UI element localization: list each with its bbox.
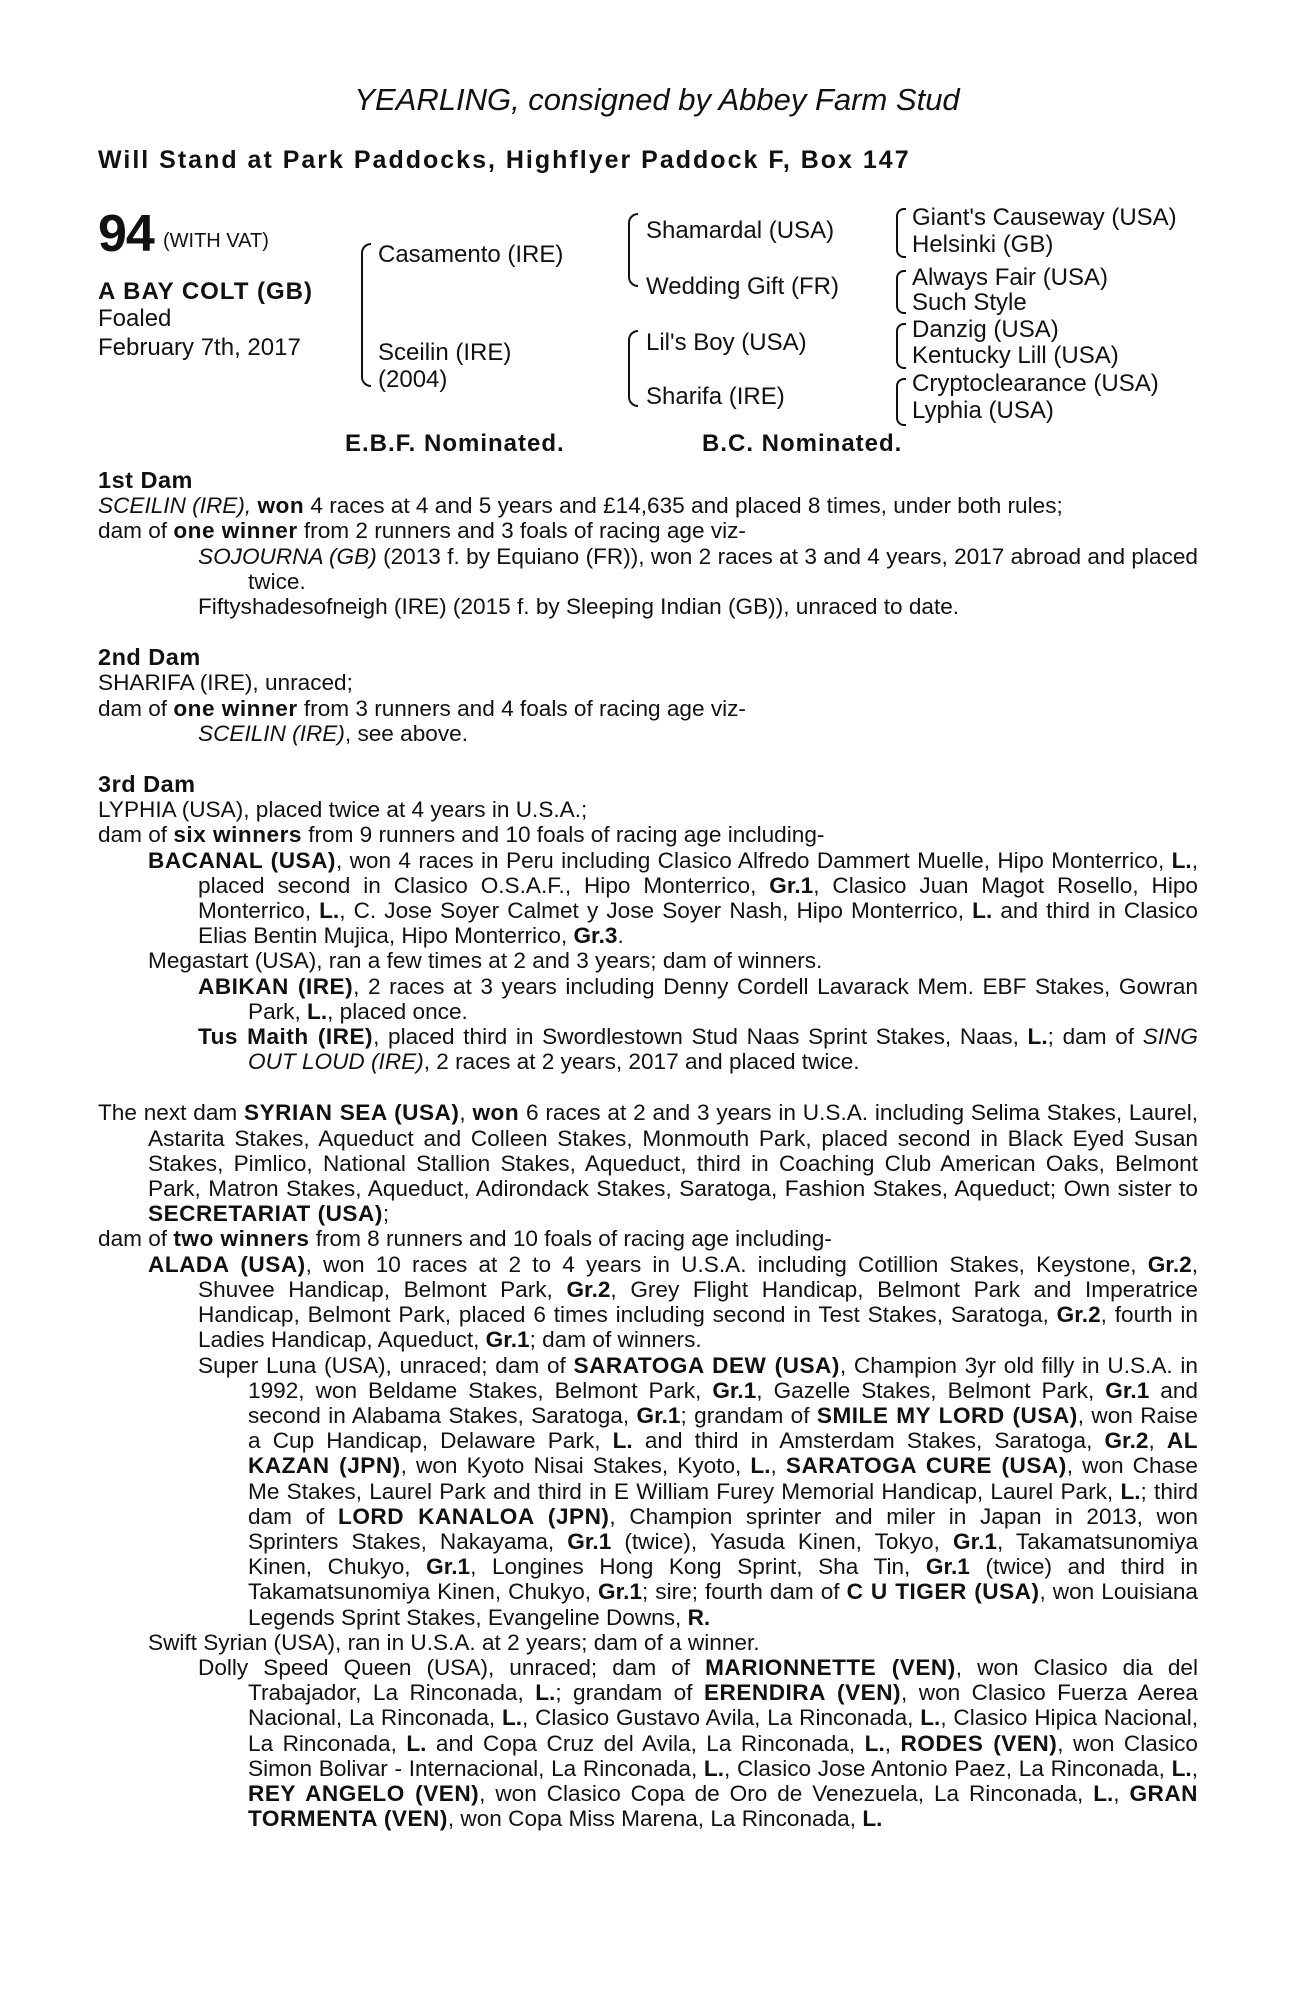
text: , won Clasico dia del Trabajador, La Rinconada, [248,1654,1198,1706]
text: , won Copa Miss Marena, La Rinconada, [447,1806,863,1832]
horse-name: ALADA (USA) [148,1251,306,1277]
race-grade: Gr.1 [953,1528,997,1554]
gen3-3: Always Fair (USA) [912,264,1109,291]
text: . [617,923,624,949]
text: and second in Alabama Stakes, Saratoga, [248,1377,1198,1428]
text: , [1191,1755,1198,1781]
produce-entry [98,974,1198,1024]
dam: Sceilin (IRE) [378,339,512,366]
text: and third in Amsterdam Stakes, Saratoga, [632,1428,1105,1454]
lot-title: A BAY COLT (GB) [98,278,314,305]
text: ; dam of [1047,1024,1143,1050]
produce-entry [98,1655,1198,1831]
third-dam-record: LYPHIA (USA), placed twice at 4 years in U.S.A.; [98,797,588,823]
race-grade: Gr.2 [566,1276,611,1302]
horse-name: REY ANGELO (VEN) [248,1780,480,1806]
pedigree-brace [896,323,906,369]
gen3-4: Such Style [912,289,1027,316]
text: , won 4 races in Peru including Clasico Alfredo Dammert Muelle, Hipo Monterrico, [335,847,1172,873]
text: ; [382,1201,390,1227]
sire-dam: Wedding Gift (FR) [646,273,839,300]
race-grade: L. [535,1680,556,1706]
next-dam-produce-summary [98,1226,1198,1251]
horse-name: SOJOURNA (GB) [198,543,377,569]
ebf-nominated: E.B.F. Nominated. [345,430,565,457]
text: (twice) and third in Takamatsunomiya Kinen, Chukyo, [248,1554,1198,1605]
text: , Gazelle Stakes, Belmont Park, [756,1377,1106,1403]
text: , won Kyoto Nisai Stakes, Kyoto, [400,1453,751,1479]
race-grade: L. [1171,847,1192,873]
race-grade: L. [1093,1780,1114,1806]
race-grade: Gr.1 [769,872,814,898]
record-text: 4 races at 4 and 5 years and £14,635 and placed 8 times, under both rules; [304,493,1063,519]
text: (2013 f. by Equiano (FR)), won 2 races at 3 and 4 years, 2017 abroad and placed twice. [248,543,1198,594]
produce-entry: Swift Syrian (USA), ran in U.S.A. at 2 years; dam of a winner. [148,1629,760,1655]
winner-count: one winner [173,695,298,721]
first-dam-produce-summary [98,518,1198,543]
foaled-date: February 7th, 2017 [98,334,301,361]
race-grade: Gr.3 [573,923,618,949]
horse-name: ERENDIRA (VEN) [703,1680,902,1706]
gen3-1: Giant's Causeway (USA) [912,204,1177,231]
text: , [884,1730,901,1756]
race-grade: Gr.2 [1104,1428,1149,1454]
race-grade: L. [750,1453,771,1479]
text: , Clasico Juan Magot Rosello, Hipo Monterrico, [198,872,1198,924]
text: , Champion sprinter and miler in Japan in 2013, won Sprinters Stakes, Nakayama, [248,1503,1198,1554]
text: from 8 runners and 10 foals of racing age including- [309,1226,832,1252]
winner-count: one winner [173,518,298,544]
text: Dolly Speed Queen (USA), unraced; dam of [198,1654,706,1680]
horse-name: SECRETARIAT (USA) [148,1201,383,1227]
race-grade: Gr.1 [1105,1377,1150,1403]
horse-name: SCEILIN (IRE) [198,720,345,746]
horse-name: SING OUT LOUD (IRE) [248,1024,1199,1075]
race-grade: Gr.1 [567,1528,612,1554]
race-grade: R. [687,1604,711,1630]
race-grade: Gr.1 [712,1377,757,1403]
race-grade: Gr.2 [1147,1251,1192,1277]
race-grade: Gr.1 [598,1579,643,1605]
race-grade: L. [1027,1024,1048,1050]
text: dam of [98,1226,174,1252]
third-dam-heading: 3rd Dam [98,771,196,798]
text: ; third dam of [248,1478,1199,1529]
race-grade: L. [864,1730,885,1756]
text: ; sire; fourth dam of [642,1579,847,1605]
text: ; dam of winners. [529,1327,702,1353]
text: , [1113,1780,1130,1806]
race-grade: L. [612,1428,633,1454]
text: , won 10 races at 2 to 4 years in U.S.A. including Cotillion Stakes, Keystone, [305,1251,1148,1277]
pedigree-brace [896,378,906,426]
race-grade: L. [862,1806,883,1832]
race-grade: L. [920,1705,941,1731]
text: , placed once. [327,998,468,1024]
horse-name: GRAN TORMENTA (VEN) [248,1780,1198,1832]
pedigree-brace [628,213,638,287]
pedigree-brace [361,243,371,387]
text: from 3 runners and 4 foals of racing age viz- [297,695,746,721]
produce-entry [98,1353,1198,1630]
horse-name: MARIONNETTE (VEN) [705,1654,956,1680]
race-grade: L. [1171,1755,1192,1781]
text: , 2 races at 3 years including Denny Cordell Lavarack Mem. EBF Stakes, Gowran Park, [248,973,1198,1024]
produce-entry [98,544,1198,594]
text: , see above. [344,720,468,746]
pedigree-brace [896,208,906,258]
dam-sire: Lil's Boy (USA) [646,329,807,356]
text: , won Clasico Simon Bolivar - Internacional, La Rinconada, [248,1730,1198,1781]
race-grade: L. [406,1730,427,1756]
text: 6 races at 2 and 3 years in U.S.A. including Selima Stakes, Laurel, Astarita Stakes, Aqueduct and Colleen Stakes, Monmouth Park, placed second in Black Eyed Susan Stakes, Pimlico, National Stallion Stakes, Aqueduct, third in Coaching Club American Oaks, Belmont Park, Matron Stakes, Aqueduct, Adirondack Stakes, Saratoga, Fashion Stakes, Aqueduct; Own sister to [148,1100,1198,1202]
produce-entry [98,1252,1198,1353]
text: , won Chase Me Stakes, Laurel Park and third in E William Furey Memorial Handicap, Laurel Park, [248,1453,1198,1504]
pedigree-brace [896,270,906,314]
race-grade: Gr.2 [1056,1302,1101,1328]
race-grade: L. [703,1755,725,1781]
text: , 2 races at 2 years, 2017 and placed twice. [423,1049,860,1075]
text: , Champion 3yr old filly in U.S.A. in 1992, won Beldame Stakes, Belmont Park, [248,1352,1198,1403]
vat-note: (WITH VAT) [163,230,269,252]
pedigree-brace [628,330,638,407]
horse-name: RODES (VEN) [900,1730,1058,1756]
produce-entry [98,721,1198,746]
text: , fourth in Ladies Handicap, Aqueduct, [198,1302,1198,1353]
dam-name: SCEILIN (IRE), [98,493,252,519]
produce-entry: Megastart (USA), ran a few times at 2 and 3 years; dam of winners. [148,948,823,974]
sire-sire: Shamardal (USA) [646,217,835,244]
horse-name: Tus Maith (IRE) [198,1024,374,1050]
race-grade: L. [307,998,328,1024]
horse-name: SARATOGA CURE (USA) [785,1453,1067,1479]
text: , [770,1453,786,1479]
second-dam-produce-summary [98,696,1198,721]
race-grade: L. [1120,1478,1141,1504]
horse-name: AL KAZAN (JPN) [248,1428,1198,1479]
next-dam-record [98,1100,1198,1226]
horse-name: SYRIAN SEA (USA) [244,1100,460,1126]
gen3-6: Kentucky Lill (USA) [912,342,1119,369]
first-dam-record [98,493,1198,518]
race-grade: L. [501,1705,523,1731]
text: (twice), Yasuda Kinen, Tokyo, [611,1528,953,1554]
consignment-line: YEARLING, consigned by Abbey Farm Stud [354,82,960,117]
text: , Longines Hong Kong Sprint, Sha Tin, [470,1554,926,1580]
dam-year: (2004) [378,366,448,393]
race-grade: Gr.1 [485,1327,530,1353]
horse-name: C U TIGER (USA) [846,1579,1040,1605]
gen3-2: Helsinki (GB) [912,231,1054,258]
bc-nominated: B.C. Nominated. [702,430,903,457]
text: , Clasico Gustavo Avila, La Rinconada, [522,1705,921,1731]
gen3-5: Danzig (USA) [912,316,1059,343]
text: , won Louisiana Legends Sprint Stakes, Evangeline Downs, [248,1579,1198,1630]
race-grade: Gr.1 [925,1554,970,1580]
winner-count: six winners [173,822,302,848]
text: , [1148,1428,1167,1454]
foaled-label: Foaled [98,305,172,332]
first-dam-heading: 1st Dam [98,467,193,493]
stand-location: Will Stand at Park Paddocks, Highflyer Paddock F, Box 147 [98,146,911,174]
text: , Grey Flight Handicap, Belmont Park and Imperatrice Handicap, Belmont Park, placed 6 times including second in Test Stakes, Saratoga, [198,1276,1198,1328]
text: , Takamatsunomiya Kinen, Chukyo, [248,1528,1199,1580]
gen3-7: Cryptoclearance (USA) [912,370,1159,397]
dam-dam: Sharifa (IRE) [646,383,785,410]
second-dam-heading: 2nd Dam [98,644,201,671]
text: The next dam [98,1100,245,1126]
text: , won Clasico Fuerza Aerea Nacional, La Rinconada, [248,1680,1198,1731]
text: , [459,1100,473,1126]
horse-name: SMILE MY LORD (USA) [816,1402,1078,1428]
text: , Clasico Hipica Nacional, La Rinconada, [248,1705,1198,1756]
gen3-8: Lyphia (USA) [912,397,1054,424]
second-dam-record: SHARIFA (IRE), unraced; [98,670,353,696]
text: dam of [98,822,174,848]
text: from 2 runners and 3 foals of racing age viz- [297,518,746,544]
text: , won Raise a Cup Handicap, Delaware Park, [248,1402,1199,1454]
text: ; grandam of [555,1680,704,1706]
produce-entry: Fiftyshadesofneigh (IRE) (2015 f. by Sleeping Indian (GB)), unraced to date. [198,594,960,620]
text: , C. Jose Soyer Calmet y Jose Soyer Nash, Hipo Monterrico, [339,898,973,924]
horse-name: LORD KANALOA (JPN) [338,1503,610,1529]
race-grade: L. [972,898,993,924]
text: , Clasico Jose Antonio Paez, La Rinconada, [724,1755,1172,1781]
text: ; grandam of [680,1402,817,1428]
won-label: won [472,1100,520,1126]
text: , won Clasico Copa de Oro de Venezuela, La Rinconada, [479,1780,1094,1806]
produce-entry [98,848,1198,949]
produce-entry [98,1024,1198,1074]
pedigree-notes [98,468,1198,1831]
sire: Casamento (IRE) [378,241,564,268]
race-grade: Gr.1 [426,1554,471,1580]
foaled-info [98,304,301,362]
horse-name: BACANAL (USA) [148,847,336,873]
third-dam-produce-summary [98,822,1198,847]
lot-number: 94 [98,205,154,263]
won-label: won [257,493,305,519]
race-grade: L. [319,898,340,924]
horse-name: SARATOGA DEW (USA) [573,1352,840,1378]
text: from 9 runners and 10 foals of racing age including- [301,822,825,848]
text: , placed second in Clasico O.S.A.F., Hipo Monterrico, [198,847,1198,898]
text: and third in Clasico Elias Bentin Mujica, Hipo Monterrico, [198,898,1198,949]
winner-count: two winners [173,1226,310,1252]
text: , Shuvee Handicap, Belmont Park, [198,1251,1198,1302]
text: , placed third in Swordlestown Stud Naas Sprint Stakes, Naas, [373,1024,1028,1050]
text: dam of [98,695,174,721]
text: dam of [98,518,174,544]
text: Super Luna (USA), unraced; dam of [198,1352,574,1378]
race-grade: Gr.1 [636,1402,681,1428]
horse-name: ABIKAN (IRE) [198,973,354,999]
text: and Copa Cruz del Avila, La Rinconada, [426,1730,865,1756]
